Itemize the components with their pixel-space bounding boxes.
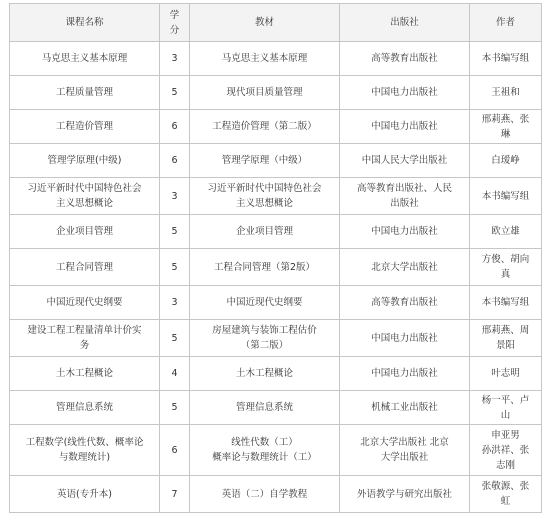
course-table-container xyxy=(9,3,542,513)
table-row xyxy=(10,42,542,76)
cell-course-name: 土木工程概论 xyxy=(10,357,160,391)
cell-credits: 5 xyxy=(160,215,190,249)
cell-course-name: 习近平新时代中国特色社会 主义思想概论 xyxy=(10,178,160,215)
table-row xyxy=(10,249,542,286)
cell-author: 张敬源、张 虹 xyxy=(470,476,542,513)
cell-textbook: 马克思主义基本原理 xyxy=(190,42,340,76)
cell-credits: 6 xyxy=(160,110,190,144)
cell-course-name: 建设工程工程量清单计价实 务 xyxy=(10,320,160,357)
table-row xyxy=(10,476,542,513)
cell-publisher: 高等教育出版社、人民 出版社 xyxy=(340,178,470,215)
header-credits: 学 分 xyxy=(160,4,190,42)
cell-publisher: 北京大学出版社 xyxy=(340,249,470,286)
table-row xyxy=(10,215,542,249)
cell-credits: 5 xyxy=(160,76,190,110)
cell-publisher: 中国电力出版社 xyxy=(340,110,470,144)
course-table xyxy=(9,3,542,513)
table-row xyxy=(10,320,542,357)
table-row xyxy=(10,76,542,110)
cell-course-name: 企业项目管理 xyxy=(10,215,160,249)
cell-publisher: 中国人民大学出版社 xyxy=(340,144,470,178)
cell-credits: 3 xyxy=(160,42,190,76)
cell-author: 本书编写组 xyxy=(470,178,542,215)
cell-course-name: 管理信息系统 xyxy=(10,391,160,425)
cell-author: 申亚男 孙洪祥、张 志刚 xyxy=(470,425,542,476)
cell-author: 本书编写组 xyxy=(470,42,542,76)
cell-author: 欧立雄 xyxy=(470,215,542,249)
cell-credits: 4 xyxy=(160,357,190,391)
header-publisher: 出版社 xyxy=(340,4,470,42)
cell-textbook: 土木工程概论 xyxy=(190,357,340,391)
cell-publisher: 机械工业出版社 xyxy=(340,391,470,425)
cell-publisher: 中国电力出版社 xyxy=(340,76,470,110)
cell-credits: 6 xyxy=(160,144,190,178)
cell-author: 邢莉燕、周 景阳 xyxy=(470,320,542,357)
cell-textbook: 企业项目管理 xyxy=(190,215,340,249)
table-header-row xyxy=(10,4,542,42)
cell-course-name: 英语(专升本) xyxy=(10,476,160,513)
cell-course-name: 工程合同管理 xyxy=(10,249,160,286)
table-row xyxy=(10,178,542,215)
table-row xyxy=(10,286,542,320)
cell-author: 白瑷峥 xyxy=(470,144,542,178)
table-row xyxy=(10,357,542,391)
cell-credits: 3 xyxy=(160,178,190,215)
cell-credits: 5 xyxy=(160,320,190,357)
cell-textbook: 现代项目质量管理 xyxy=(190,76,340,110)
cell-author: 方俊、胡向 真 xyxy=(470,249,542,286)
cell-credits: 5 xyxy=(160,249,190,286)
cell-credits: 7 xyxy=(160,476,190,513)
cell-course-name: 马克思主义基本原理 xyxy=(10,42,160,76)
cell-course-name: 工程造价管理 xyxy=(10,110,160,144)
cell-course-name: 工程质量管理 xyxy=(10,76,160,110)
cell-course-name: 中国近现代史纲要 xyxy=(10,286,160,320)
header-textbook: 教材 xyxy=(190,4,340,42)
cell-credits: 3 xyxy=(160,286,190,320)
cell-author: 叶志明 xyxy=(470,357,542,391)
cell-credits: 6 xyxy=(160,425,190,476)
table-row xyxy=(10,144,542,178)
table-body xyxy=(10,42,542,513)
cell-textbook: 工程合同管理（第2版） xyxy=(190,249,340,286)
cell-textbook: 线性代数（工） 概率论与数理统计（工） xyxy=(190,425,340,476)
cell-publisher: 外语教学与研究出版社 xyxy=(340,476,470,513)
table-row xyxy=(10,391,542,425)
cell-credits: 5 xyxy=(160,391,190,425)
header-author: 作者 xyxy=(470,4,542,42)
cell-author: 邢莉燕、张 琳 xyxy=(470,110,542,144)
cell-publisher: 中国电力出版社 xyxy=(340,357,470,391)
table-row xyxy=(10,425,542,476)
cell-textbook: 管理学原理（中级） xyxy=(190,144,340,178)
cell-textbook: 中国近现代史纲要 xyxy=(190,286,340,320)
cell-author: 王祖和 xyxy=(470,76,542,110)
cell-textbook: 房屋建筑与装饰工程估价 （第二版） xyxy=(190,320,340,357)
cell-course-name: 工程数学(线性代数、概率论 与数理统计) xyxy=(10,425,160,476)
cell-publisher: 高等教育出版社 xyxy=(340,286,470,320)
cell-author: 杨一平、卢 山 xyxy=(470,391,542,425)
cell-course-name: 管理学原理(中级) xyxy=(10,144,160,178)
cell-textbook: 管理信息系统 xyxy=(190,391,340,425)
cell-textbook: 工程造价管理（第二版） xyxy=(190,110,340,144)
cell-publisher: 中国电力出版社 xyxy=(340,215,470,249)
cell-publisher: 高等教育出版社 xyxy=(340,42,470,76)
header-course-name: 课程名称 xyxy=(10,4,160,42)
cell-author: 本书编写组 xyxy=(470,286,542,320)
cell-textbook: 习近平新时代中国特色社会 主义思想概论 xyxy=(190,178,340,215)
cell-publisher: 北京大学出版社 北京 大学出版社 xyxy=(340,425,470,476)
table-row xyxy=(10,110,542,144)
cell-textbook: 英语（二）自学教程 xyxy=(190,476,340,513)
cell-publisher: 中国电力出版社 xyxy=(340,320,470,357)
